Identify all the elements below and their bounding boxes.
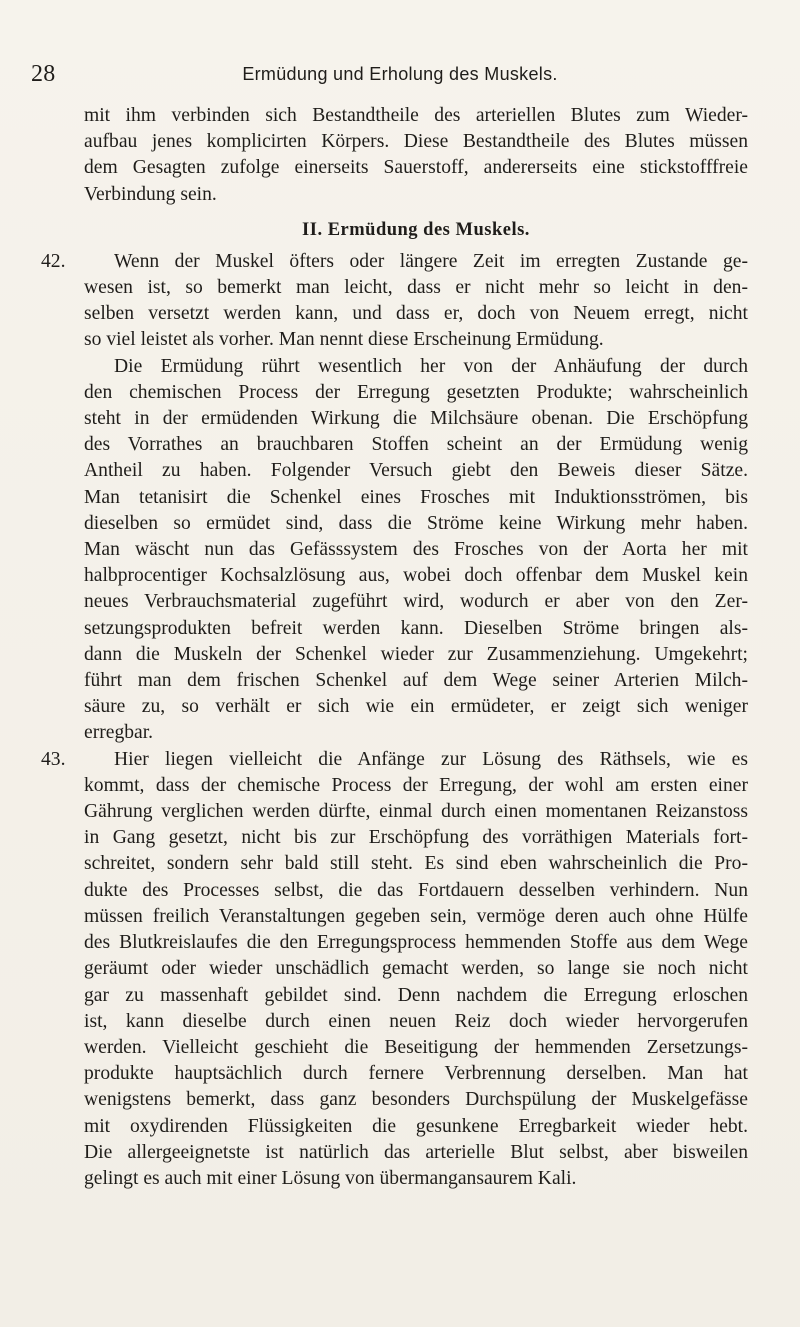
page-header — [0, 57, 800, 91]
paragraph-42 — [41, 249, 748, 354]
text-line: setzungsprodukten befreit werden kann. Dieselben Ströme bringen als- — [84, 617, 748, 639]
text-line: ist, kann dieselbe durch einen neuen Reiz doch wieder hervorgerufen — [84, 1010, 748, 1032]
text-line: mit ihm verbinden sich Bestandtheile des arteriellen Blutes zum Wieder- — [84, 105, 748, 126]
text-line: Antheil zu haben. Folgender Versuch giebt den Beweis dieser Sätze. — [84, 460, 748, 482]
text-line: Man tetanisirt die Schenkel eines Frosches mit Induktionsströmen, bis — [84, 486, 748, 508]
text-line: wesen ist, so bemerkt man leicht, dass er nicht mehr so leicht in den- — [84, 277, 748, 299]
section-heading: II. Ermüdung des Muskels. — [302, 219, 530, 240]
text-line: dann die Muskeln der Schenkel wieder zur Zusammenziehung. Umgekehrt; — [84, 643, 748, 665]
text-line: führt man dem frischen Schenkel auf dem Wege seiner Arterien Milch- — [84, 670, 748, 692]
text-line: produkte hauptsächlich durch fernere Verbrennung derselben. Man hat — [84, 1063, 748, 1085]
paragraph-43 — [41, 747, 748, 1192]
text-line: 43. Hier liegen vielleicht die Anfänge zur Lösung des Räthsels, wie es — [84, 747, 748, 773]
text-line: gar zu massenhaft gebildet sind. Denn nachdem die Erregung erloschen — [84, 984, 748, 1006]
text-line: dukte des Processes selbst, die das Fortdauern desselben verhindern. Nun — [84, 879, 748, 901]
text-line: 42. Wenn der Muskel öfters oder längere Zeit im erregten Zustande ge- — [84, 249, 748, 275]
text-line: steht in der ermüdenden Wirkung die Milchsäure obenan. Die Erschöpfung — [84, 408, 748, 430]
text-line: Gährung verglichen werden dürfte, einmal durch einen momentanen Reizanstoss — [84, 801, 748, 823]
text-line: geräumt oder wieder unschädlich gemacht werden, so lange sie noch nicht — [84, 958, 748, 980]
paragraph-number: 42. — [41, 250, 66, 272]
paragraph-number: 43. — [41, 748, 66, 770]
text-line: säure zu, so verhält er sich wie ein ermüdeter, er zeigt sich weniger — [84, 696, 748, 718]
text-line: den chemischen Process der Erregung gesetzten Produkte; wahrscheinlich — [84, 381, 748, 403]
text-line: schreitet, sondern sehr bald still steht. Es sind eben wahrscheinlich die Pro- — [84, 853, 748, 875]
text-line: aufbau jenes komplicirten Körpers. Diese Bestandtheile des Blutes müssen — [84, 131, 748, 153]
text-line: des Vorrathes an brauchbaren Stoffen scheint an der Ermüdung wenig — [84, 434, 748, 456]
text-line: erregbar. — [84, 722, 154, 744]
page-number: 28 — [31, 61, 56, 87]
text-line: werden. Vielleicht geschieht die Beseitigung der hemmenden Zersetzungs- — [84, 1036, 748, 1058]
text-line: gelingt es auch mit einer Lösung von übermangansaurem Kali. — [84, 1167, 577, 1189]
intro-paragraph — [84, 103, 748, 208]
text-line: neues Verbrauchsmaterial zugeführt wird, wodurch er aber von den Zer- — [84, 591, 748, 613]
running-title: Ermüdung und Erholung des Muskels. — [242, 64, 558, 84]
text-line: mit oxydirenden Flüssigkeiten die gesunkene Erregbarkeit wieder hebt. — [84, 1115, 748, 1137]
text-line: so viel leistet als vorher. Man nennt diese Erscheinung Ermüdung. — [84, 329, 604, 351]
text-line: des Blutkreislaufes die den Erregungsprocess hemmenden Stoffe aus dem Wege — [84, 932, 748, 954]
text-line: halbprocentiger Kochsalzlösung aus, wobei doch offenbar dem Muskel kein — [84, 565, 748, 587]
text-line: dieselben so ermüdet sind, dass die Ströme keine Wirkung mehr haben. — [84, 512, 748, 534]
text-line: selben versetzt werden kann, und dass er, doch von Neuem erregt, nicht — [84, 303, 748, 325]
text-line: dem Gesagten zufolge einerseits Sauerstoff, andererseits eine stickstofffreie — [84, 157, 748, 179]
text-line: Man wäscht nun das Gefässsystem des Frosches von der Aorta her mit — [84, 539, 748, 561]
page-content — [41, 103, 748, 1192]
text-line: in Gang gesetzt, nicht bis zur Erschöpfung des vorräthigen Materials fort- — [84, 827, 748, 849]
text-line: wenigstens bemerkt, dass ganz besonders Durchspülung der Muskelgefässe — [84, 1089, 748, 1111]
paragraph-42-continued — [84, 354, 748, 747]
text-line: Verbindung sein. — [84, 183, 217, 205]
text-line: Die allergeeignetste ist natürlich das arterielle Blut selbst, aber bisweilen — [84, 1141, 748, 1163]
text-line: Die Ermüdung rührt wesentlich her von der Anhäufung der durch — [114, 355, 748, 377]
text-line: müssen freilich Veranstaltungen gegeben sein, vermöge deren auch ohne Hülfe — [84, 905, 748, 927]
text-line: kommt, dass der chemische Process der Erregung, der wohl am ersten einer — [84, 774, 748, 796]
